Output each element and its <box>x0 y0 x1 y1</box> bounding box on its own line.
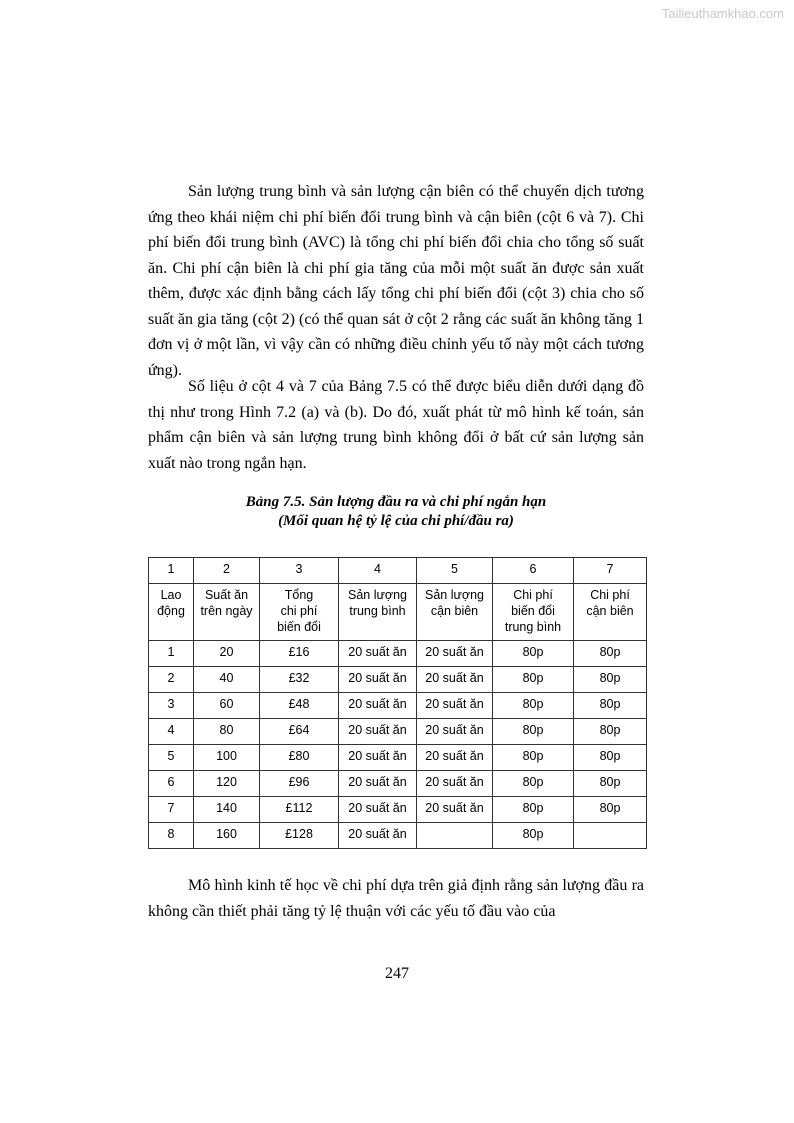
column-number: 6 <box>493 558 574 584</box>
table-cell: 2 <box>149 667 194 693</box>
table-cell: 20 suất ăn <box>339 823 417 849</box>
table-cell: 20 suất ăn <box>417 719 493 745</box>
caption-subtitle: (Mối quan hệ tỷ lệ của chi phí/đầu ra) <box>278 513 514 529</box>
table-cell: 20 suất ăn <box>417 667 493 693</box>
table-cell: 20 <box>194 641 260 667</box>
table-cell: 20 suất ăn <box>417 745 493 771</box>
table-cell: £64 <box>260 719 339 745</box>
table-row <box>149 771 647 797</box>
table-cell: £16 <box>260 641 339 667</box>
column-number: 7 <box>574 558 647 584</box>
column-number: 4 <box>339 558 417 584</box>
table-cell: 80p <box>493 823 574 849</box>
table-cell: 20 suất ăn <box>339 693 417 719</box>
paragraph-1: Sản lượng trung bình và sản lượng cận biên có thể chuyển dịch tương ứng theo khái niệm chi phí biến đổi trung bình và cận biên (cột 6 và 7). Chi phí biến đổi trung bình (AVC) là tổng chi phí biến đổi chia cho tổng số suất ăn. Chi phí cận biên là chi phí gia tăng của mỗi một suất ăn được sản xuất thêm, được xác định bằng cách lấy tổng chi phí biến đổi (cột 3) chia cho số suất ăn gia tăng (cột 2) (có thể quan sát ở cột 2 rằng các suất ăn không tăng 1 đơn vị ở một lần, vì vậy cần có những điều chỉnh yếu tố này một cách tương ứng). <box>148 183 644 379</box>
header-line: Sản lượng <box>425 588 484 602</box>
table-row <box>149 719 647 745</box>
table-cell: 20 suất ăn <box>339 771 417 797</box>
table-cell: 80p <box>574 641 647 667</box>
header-line: Suất ăn <box>204 588 249 602</box>
table-caption <box>148 493 644 531</box>
header-line: Chi phí <box>513 588 553 602</box>
table-cell <box>417 823 493 849</box>
table-cell: 8 <box>149 823 194 849</box>
table-cell: 80p <box>574 797 647 823</box>
paragraph-2: Số liệu ở cột 4 và 7 của Bảng 7.5 có thể được biểu diễn dưới dạng đồ thị như trong Hình 7.2 (a) và (b). Do đó, xuất phát từ mô hình kế toán, sản phẩm cận biên và sản lượng trung bình không đổi ở bất cứ sản lượng sản xuất nào trong ngắn hạn. <box>148 378 644 472</box>
column-header <box>574 584 647 641</box>
table-cell: 80 <box>194 719 260 745</box>
table-cell: 100 <box>194 745 260 771</box>
table-cell: 80p <box>493 667 574 693</box>
paragraph-3: Mô hình kinh tế học về chi phí dựa trên giả định rằng sản lượng đầu ra không cần thiết phải tăng tỷ lệ thuận với các yếu tố đầu vào của <box>148 877 644 920</box>
table-cell: £80 <box>260 745 339 771</box>
header-line: Sản lượng <box>348 588 407 602</box>
column-header <box>493 584 574 641</box>
column-number: 2 <box>194 558 260 584</box>
column-number: 3 <box>260 558 339 584</box>
table-cell: 4 <box>149 719 194 745</box>
column-header <box>339 584 417 641</box>
header-line: động <box>157 604 185 618</box>
header-row <box>149 584 647 641</box>
table-cell: 20 suất ăn <box>417 797 493 823</box>
table-row <box>149 745 647 771</box>
table-cell: 7 <box>149 797 194 823</box>
table-cell: 160 <box>194 823 260 849</box>
table-cell: 20 suất ăn <box>417 693 493 719</box>
table-cell: 80p <box>574 693 647 719</box>
header-line: Lao <box>160 588 182 602</box>
table-cell: 80p <box>493 771 574 797</box>
header-line: Chi phí <box>590 588 630 602</box>
header-line: trên ngày <box>200 604 253 618</box>
header-line: chi phí <box>280 604 318 618</box>
table-cell <box>574 823 647 849</box>
table-cell: 80p <box>574 719 647 745</box>
column-header <box>417 584 493 641</box>
table-cell: 3 <box>149 693 194 719</box>
table-cell: £48 <box>260 693 339 719</box>
table-cell: 80p <box>493 693 574 719</box>
table-cell: 20 suất ăn <box>339 667 417 693</box>
table-cell: 20 suất ăn <box>417 771 493 797</box>
table-cell: £32 <box>260 667 339 693</box>
table-cell: £112 <box>260 797 339 823</box>
table-cell: £128 <box>260 823 339 849</box>
watermark: Tailieuthamkhao.com <box>661 6 784 21</box>
table-cell: 80p <box>493 797 574 823</box>
header-line: trung bình <box>349 604 406 618</box>
header-line: trung bình <box>504 620 562 634</box>
table-cell: 80p <box>493 745 574 771</box>
caption-title: Bảng 7.5. Sản lượng đầu ra và chi phí ngắn hạn <box>245 494 547 510</box>
table-cell: 20 suất ăn <box>339 797 417 823</box>
header-line: biến đổi <box>511 604 555 618</box>
column-header <box>260 584 339 641</box>
table-cell: 120 <box>194 771 260 797</box>
column-header <box>149 584 194 641</box>
table-cell: 20 suất ăn <box>339 719 417 745</box>
table-row <box>149 693 647 719</box>
table-cell: 20 suất ăn <box>339 745 417 771</box>
table-cell: 20 suất ăn <box>339 641 417 667</box>
column-number-row <box>149 558 647 584</box>
table-row <box>149 823 647 849</box>
table-cell: 6 <box>149 771 194 797</box>
page-number: 247 <box>385 965 409 982</box>
table-cell: 140 <box>194 797 260 823</box>
table-row <box>149 641 647 667</box>
table-cell: 80p <box>493 719 574 745</box>
column-header <box>194 584 260 641</box>
table-cell: 80p <box>574 745 647 771</box>
header-line: Tổng <box>284 588 314 602</box>
table-cell: 80p <box>493 641 574 667</box>
table-cell: 60 <box>194 693 260 719</box>
table-cell: 40 <box>194 667 260 693</box>
data-table <box>148 557 647 849</box>
column-number: 5 <box>417 558 493 584</box>
table-cell: 20 suất ăn <box>417 641 493 667</box>
table-cell: 80p <box>574 667 647 693</box>
table-cell: 80p <box>574 771 647 797</box>
table-row <box>149 667 647 693</box>
table-cell: 5 <box>149 745 194 771</box>
table-row <box>149 797 647 823</box>
table-cell: £96 <box>260 771 339 797</box>
column-number: 1 <box>149 558 194 584</box>
table-cell: 1 <box>149 641 194 667</box>
header-line: biến đổi <box>277 620 321 634</box>
header-line: cận biên <box>586 604 634 618</box>
header-line: cận biên <box>430 604 479 618</box>
